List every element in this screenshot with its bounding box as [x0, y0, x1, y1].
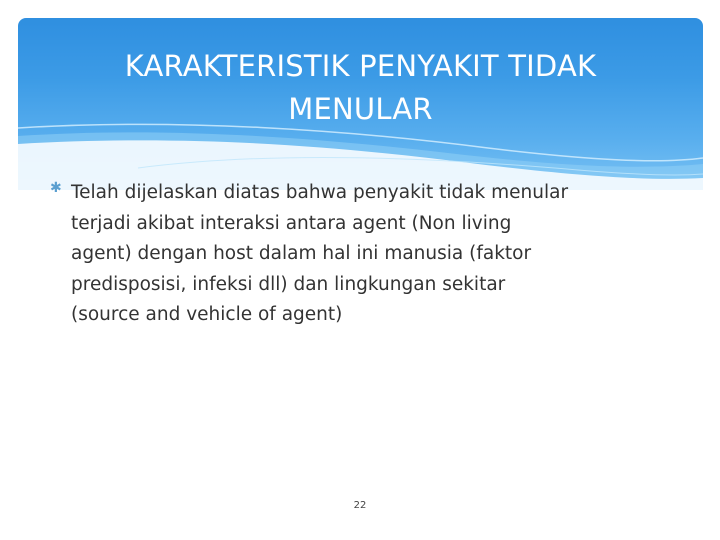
- bullet-text-line-5: (source and vehicle of agent): [71, 304, 343, 325]
- bullet-text-line-4: predisposisi, infeksi dll) dan lingkungan sekitar: [71, 273, 506, 295]
- slide-title-line-1: KARAKTERISTIK PENYAKIT TIDAK: [124, 49, 597, 84]
- bullet-text-line-2: terjadi akibat interaksi antara agent (Non living: [71, 212, 512, 234]
- slide-title-line-2: MENULAR: [288, 92, 433, 127]
- slide-title: [18, 45, 703, 131]
- bullet-paragraph: [71, 178, 631, 331]
- asterisk-bullet-icon: ✱: [50, 180, 62, 196]
- page-number: 22: [353, 500, 367, 511]
- bullet-text-line-3: agent) dengan host dalam hal ini manusia (faktor: [71, 243, 532, 264]
- bullet-text-line-1: Telah dijelaskan diatas bahwa penyakit tidak menular: [71, 182, 569, 203]
